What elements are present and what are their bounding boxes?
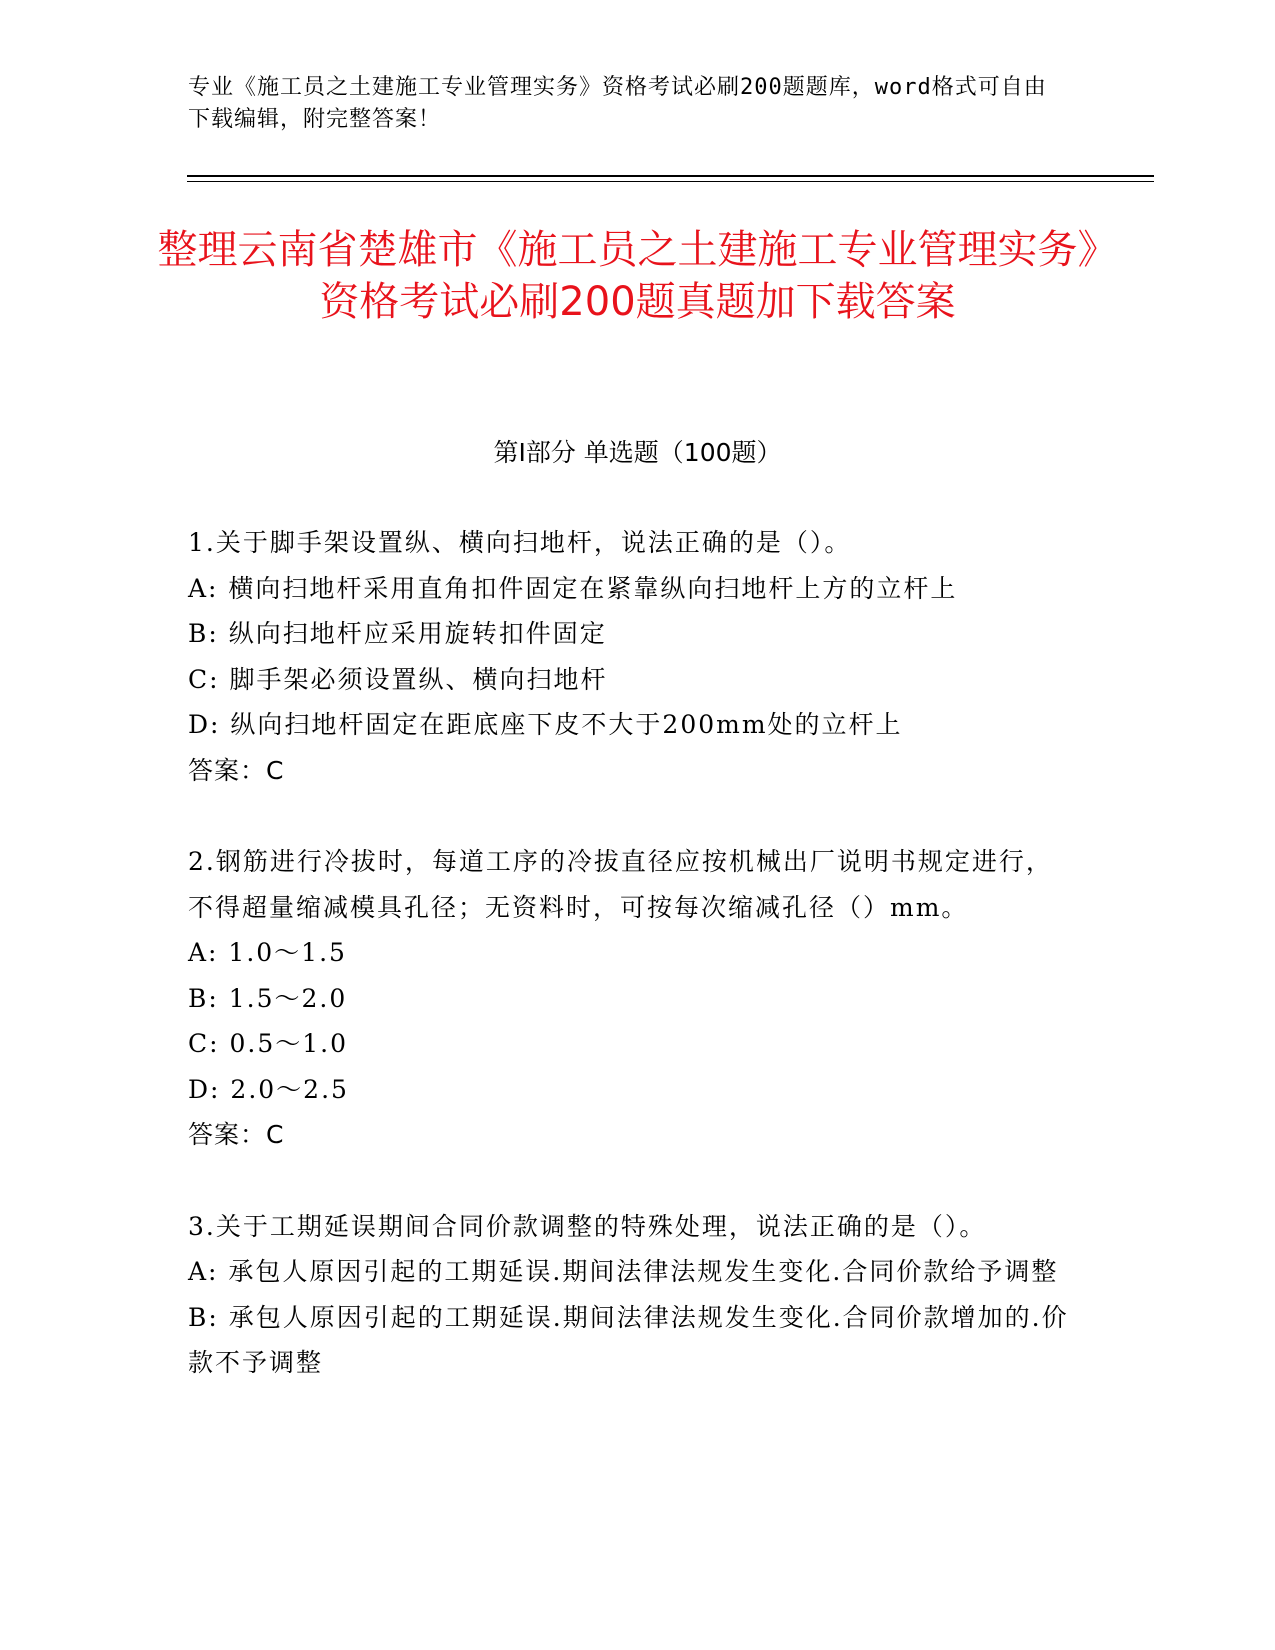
option-a: A: 1.0～1.5 [188,938,347,967]
question-stem: 3.关于工期延误期间合同价款调整的特殊处理，说法正确的是（）。 [188,1211,987,1241]
option-b: B: 1.5～2.0 [188,983,348,1013]
option-c: C: 0.5～1.0 [188,1029,349,1058]
option-c: C: 脚手架必须设置纵、横向扫地杆 [188,664,608,694]
question-stem: 2.钢筋进行冷拔时，每道工序的冷拔直径应按机械出厂说明书规定进行，不得超量缩减模具孔径；无资料时，可按每次缩减孔径（）mm。 [188,847,1053,922]
header-note: 专业《施工员之土建施工专业管理实务》资格考试必刷200题题库，word格式可自由下载编辑，附完整答案！ [188,75,1047,132]
question-list [188,520,1078,1432]
option-d: D: 2.0～2.5 [188,1074,349,1104]
answer-text: 答案：C [188,1120,285,1149]
header-divider-thick [187,175,1154,177]
option-a: A: 横向扫地杆采用直角扣件固定在紧靠纵向扫地杆上方的立杆上 [188,573,958,603]
header-divider-thin [187,181,1154,182]
question-stem: 1.关于脚手架设置纵、横向扫地杆，说法正确的是（）。 [188,528,852,557]
option-b: B: 纵向扫地杆应采用旋转扣件固定 [188,619,607,648]
question-3 [188,1204,1078,1386]
question-1 [188,520,1078,793]
question-2 [188,839,1078,1158]
answer-text: 答案：C [188,755,285,785]
section-title: 第Ⅰ部分 单选题（100题） [493,438,782,467]
option-b: B: 承包人原因引起的工期延误.期间法律法规发生变化.合同价款增加的.价款不予调整 [188,1302,1069,1377]
document-title: 整理云南省楚雄市《施工员之土建施工专业管理实务》资格考试必刷200题真题加下载答案 [157,227,1118,325]
option-a: A: 承包人原因引起的工期延误.期间法律法规发生变化.合同价款给予调整 [188,1257,1059,1286]
option-d: D: 纵向扫地杆固定在距底座下皮不大于200mm处的立杆上 [188,710,903,739]
